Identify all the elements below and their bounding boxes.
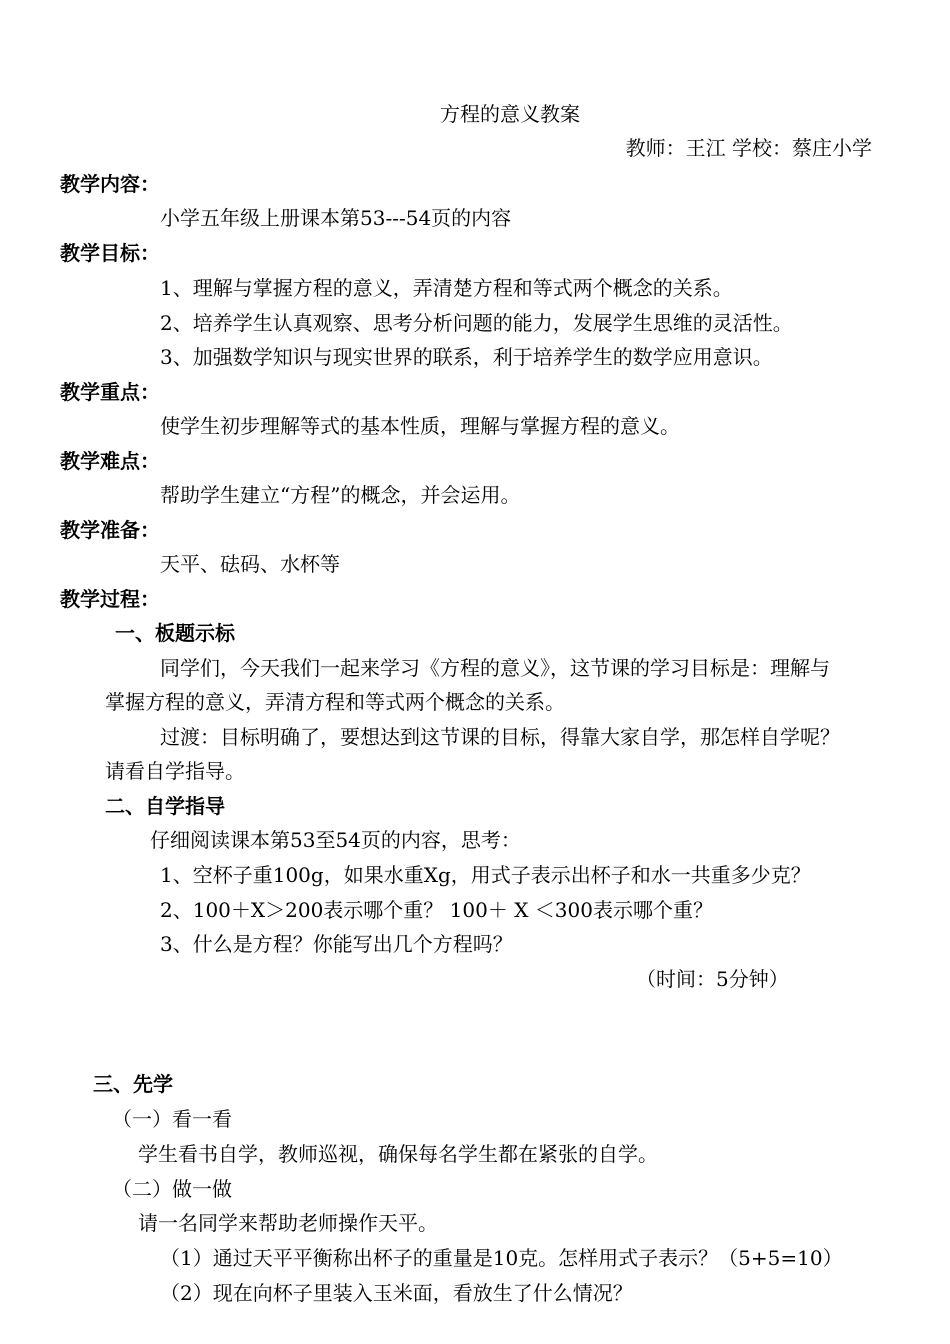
step1-paragraph-2a: 过渡：目标明确了，要想达到这节课的目标，得靠大家自学，那怎样自学呢？ [160,725,840,749]
document-title: 方程的意义教案 [440,102,580,126]
author-line: 教师：王江 学校：蔡庄小学 [625,136,872,160]
step1-paragraph-1a: 同学们，今天我们一起来学习《方程的意义》，这节课的学习目标是：理解与 [160,656,830,680]
goal-item-3: 3、加强数学知识与现实世界的联系，利于培养学生的数学应用意识。 [160,345,773,369]
key-heading: 教学重点： [60,380,160,404]
step2-intro: 仔细阅读课本第53至54页的内容，思考： [150,828,521,852]
goal-item-2: 2、培养学生认真观察、思考分析问题的能力，发展学生思维的灵活性。 [160,311,793,335]
prep-heading: 教学准备： [60,518,160,542]
difficulty-text: 帮助学生建立“方程”的概念，并会运用。 [160,483,521,507]
step3-subtext-2: 请一名同学来帮助老师操作天平。 [138,1211,438,1235]
step3-item-2: （2）现在向杯子里装入玉米面，看放生了什么情况？ [160,1281,633,1305]
content-heading: 教学内容： [60,172,160,196]
difficulty-heading: 教学难点： [60,449,160,473]
content-text: 小学五年级上册课本第53---54页的内容 [160,206,512,230]
step3-item-1: （1）通过天平平衡称出杯子的重量是10克。怎样用式子表示？（5+5=10） [160,1246,843,1270]
goal-heading: 教学目标： [60,241,160,265]
step3-subheading-1: （一）看一看 [112,1107,232,1131]
step2-question-1: 1、空杯子重100g，如果水重Xg，用式子表示出杯子和水一共重多少克？ [160,863,811,887]
step2-question-3: 3、什么是方程？你能写出几个方程吗？ [160,932,513,956]
prep-text: 天平、砝码、水杯等 [160,552,340,576]
step2-question-2: 2、100＋X＞200表示哪个重？ 100＋ X ＜300表示哪个重？ [160,898,713,922]
key-text: 使学生初步理解等式的基本性质，理解与掌握方程的意义。 [160,414,680,438]
step3-subheading-2: （二）做一做 [112,1177,232,1201]
step2-time: （时间：5分钟） [636,967,789,991]
step1-paragraph-2b: 请看自学指导。 [105,759,245,783]
step3-subtext-1: 学生看书自学，教师巡视，确保每名学生都在紧张的自学。 [138,1142,658,1166]
step1-heading: 一、板题示标 [115,621,235,645]
goal-item-1: 1、理解与掌握方程的意义，弄清楚方程和等式两个概念的关系。 [160,276,733,300]
step2-heading: 二、自学指导 [105,794,225,818]
step3-heading: 三、先学 [93,1072,173,1096]
process-heading: 教学过程： [60,587,160,611]
step1-paragraph-1b: 掌握方程的意义，弄清方程和等式两个概念的关系。 [105,690,565,714]
